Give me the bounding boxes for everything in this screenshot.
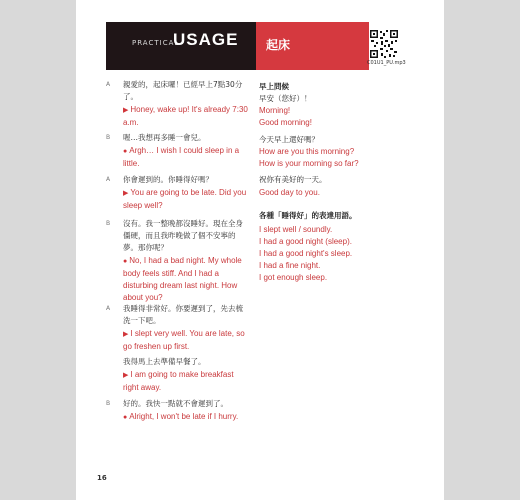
dialogue-en: ▶ I slept very well. You are late, so go freshen up first.	[123, 329, 245, 351]
dialogue-zh: 你會遲到的。你睡得好嗎？	[123, 175, 213, 184]
audio-file-caption: C01U1_PU.mp3	[367, 60, 406, 66]
dialogue-zh: 沒有。我一整晚都沒睡好。現在全身僵硬，而且我昨晚做了個不安寧的夢。那你呢？	[123, 219, 243, 252]
topic-title: 起床	[266, 38, 291, 52]
dialogue-en: ▶ Honey, wake up! It's already 7:30 a.m.	[123, 105, 248, 127]
expression-en: I slept well / soundly.	[259, 225, 333, 234]
header-dark-band	[106, 22, 256, 70]
qr-code-icon	[369, 29, 399, 59]
dialogue-en: ▶ I am going to make breakfast right away.	[123, 370, 234, 392]
dialogue-en: ● Alright, I won't be late if I hurry.	[123, 412, 239, 421]
dialogue-zh: 我得馬上去準備早餐了。	[123, 357, 206, 366]
bullet-dot-icon: ●	[123, 148, 128, 155]
speaker-label: A	[106, 176, 111, 183]
speaker-label: A	[106, 81, 111, 88]
expression-en: Good day to you.	[259, 188, 320, 197]
bullet-dot-icon: ●	[123, 414, 128, 421]
dialogue-zh: 我睡得非常好。你要遲到了，先去梳洗一下吧。	[123, 304, 243, 325]
dialogue-en: ● No, I had a bad night. My whole body feels stiff. And I had a disturbing dream last night. How about you?	[123, 256, 242, 302]
expression-en: I had a good night (sleep).	[259, 237, 352, 246]
speaker-label: B	[106, 220, 111, 227]
dialogue-zh: 好的。我快一點就不會遲到了。	[123, 399, 228, 408]
dialogue-zh: 喔…我想再多睡一會兒。	[123, 133, 206, 142]
section-heading: 各種「睡得好」的表達用語。	[259, 211, 357, 220]
header-title: USAGE	[173, 30, 239, 49]
speaker-label: A	[106, 305, 111, 312]
expression-en: I had a fine night.	[259, 261, 321, 270]
section-heading: 祝你有美好的一天。	[259, 175, 327, 184]
play-triangle-icon: ▶	[123, 107, 129, 114]
usage-card	[106, 22, 406, 456]
header-kicker: PRACTICAL	[132, 39, 180, 47]
dialogue-en: ● Argh… I wish I could sleep in a little.	[123, 146, 240, 168]
expression-en: How are you this morning?	[259, 147, 355, 156]
speaker-label: B	[106, 134, 111, 141]
section-heading: 早上問候	[259, 82, 289, 91]
dialogue-en: ▶ You are going to be late. Did you sleep well?	[123, 188, 247, 210]
expression-en: Morning!	[259, 106, 291, 115]
section-heading: 今天早上還好嗎？	[259, 135, 319, 144]
page-number: 16	[97, 474, 107, 482]
expression-en: How is your morning so far?	[259, 159, 359, 168]
speaker-label: B	[106, 400, 111, 407]
play-triangle-icon: ▶	[123, 372, 129, 379]
expression-en: I got enough sleep.	[259, 273, 328, 282]
play-triangle-icon: ▶	[123, 190, 129, 197]
bullet-dot-icon: ●	[123, 258, 128, 265]
play-triangle-icon: ▶	[123, 331, 129, 338]
expression-zh: 早安（您好）！	[259, 94, 312, 103]
expression-en: Good morning!	[259, 118, 312, 127]
dialogue-zh: 親愛的，起床囉！已經早上7點30分了。	[123, 80, 243, 101]
expression-en: I had a good night's sleep.	[259, 249, 353, 258]
